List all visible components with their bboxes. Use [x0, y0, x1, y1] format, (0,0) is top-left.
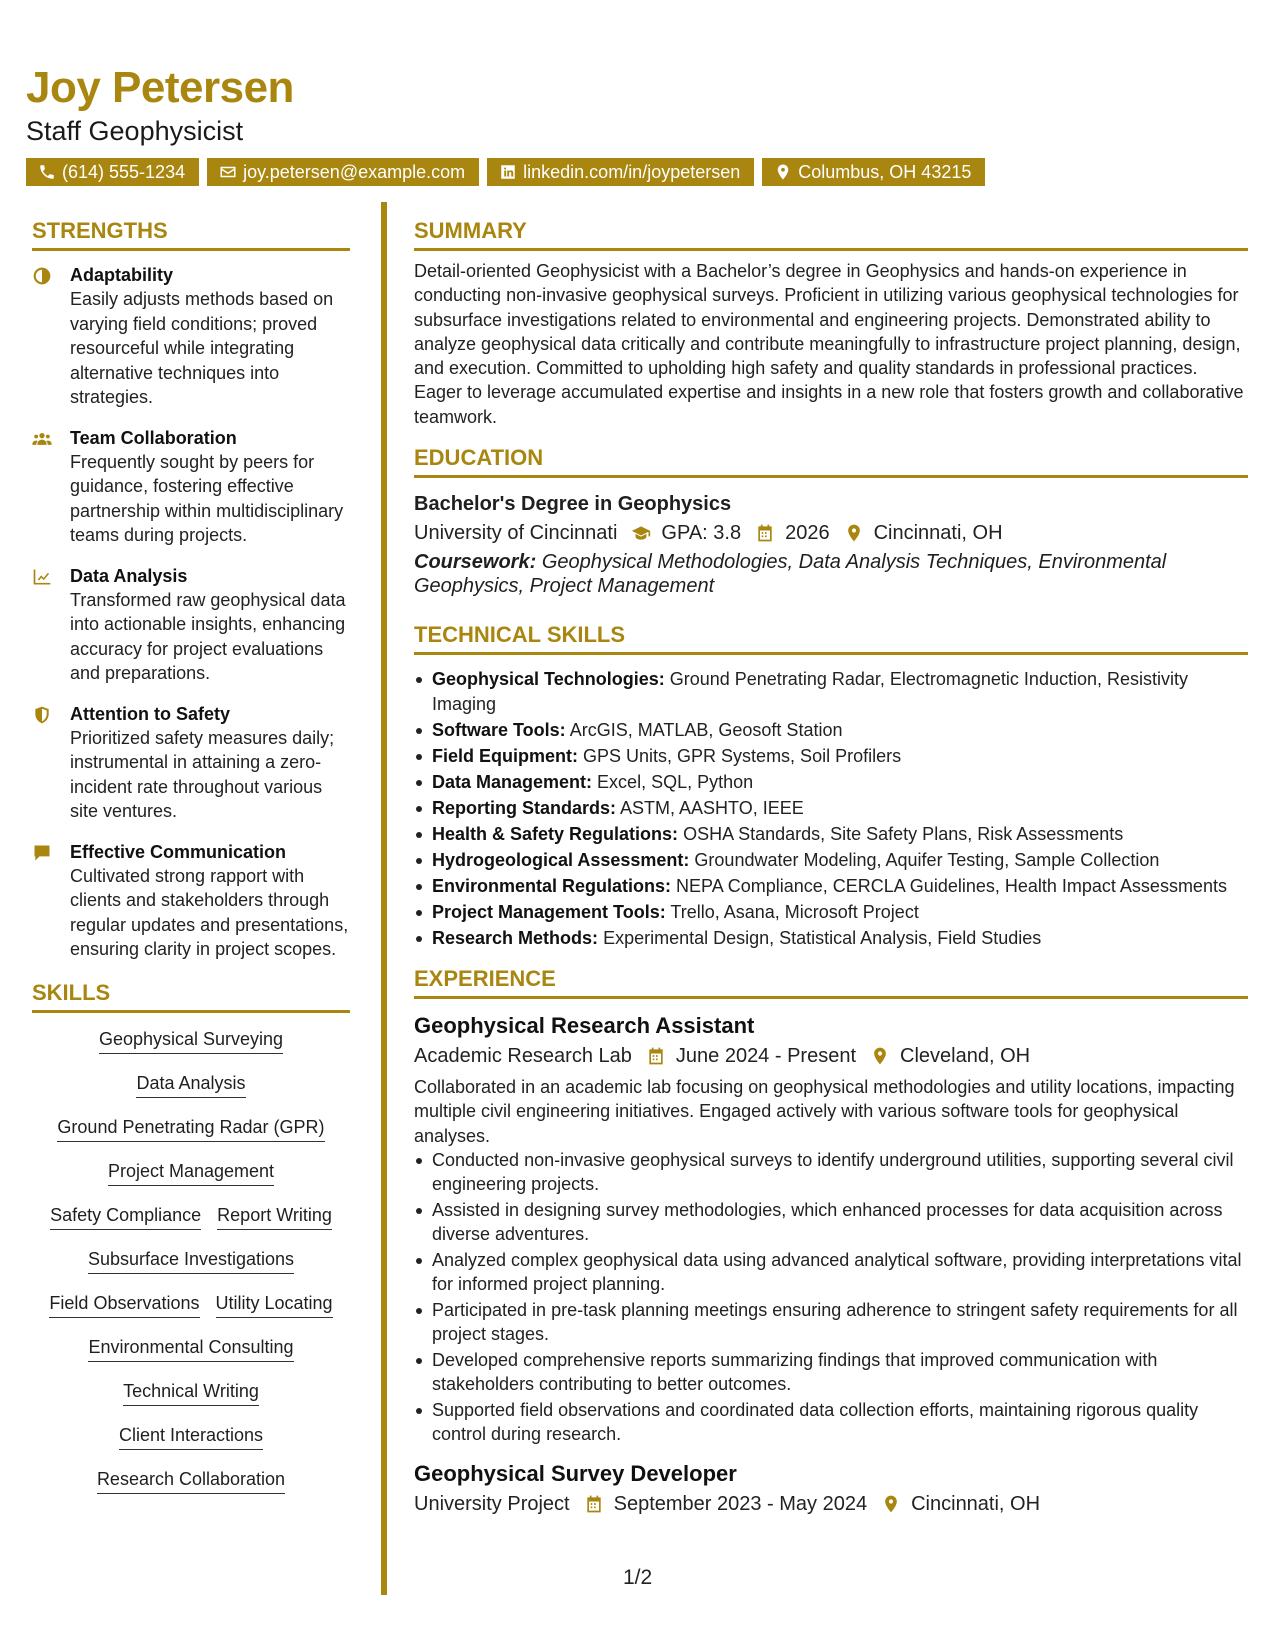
candidate-name: Joy Petersen — [26, 63, 294, 112]
phone-text: (614) 555-1234 — [62, 161, 186, 182]
skills-list — [32, 1025, 350, 1511]
skills-row — [32, 1467, 350, 1511]
skills-row — [32, 1379, 350, 1423]
left-column — [32, 216, 350, 1511]
technical-skill-item — [414, 926, 1248, 951]
degree-name: Bachelor's Degree in Geophysics — [414, 493, 732, 516]
strength-name: Effective Communication — [70, 841, 287, 862]
job-dates: June 2024 - Present — [675, 1045, 857, 1068]
technical-skill-value: ASTM, AASHTO, IEEE — [620, 797, 804, 818]
coursework-label: Coursework: — [414, 551, 537, 574]
email-text: joy.petersen@example.com — [243, 161, 466, 182]
coursework-list: Geophysical Methodologies, Data Analysis Techniques, Environmental Geophysics, Project Management — [414, 551, 1167, 598]
job-bullet: Conducted non-invasive geophysical surveys to identify underground utilities, supporting several civil engineering projects. — [414, 1148, 1248, 1197]
technical-skill-label: Field Equipment: — [432, 745, 578, 766]
users-icon — [32, 429, 52, 449]
strength-desc: Easily adjusts methods based on varying field conditions; proved resourceful while integrating alternative techniques into strategies. — [70, 289, 334, 407]
skill-tag: Utility Locating — [216, 1291, 333, 1318]
job-title: Geophysical Survey Developer — [414, 1460, 737, 1486]
technical-skill-label: Geophysical Technologies: — [432, 669, 665, 690]
skills-row — [32, 1247, 350, 1291]
gpa: GPA: 3.8 — [661, 522, 742, 545]
skill-tag: Ground Penetrating Radar (GPR) — [57, 1115, 324, 1142]
calendar-icon — [646, 1046, 666, 1066]
strengths-heading: STRENGTHS — [32, 216, 350, 251]
linkedin-text: linkedin.com/in/joypetersen — [523, 161, 741, 182]
contact-phone[interactable] — [26, 158, 199, 186]
technical-skills-list — [414, 667, 1248, 950]
phone-icon — [38, 163, 56, 181]
skill-tag: Safety Compliance — [50, 1203, 201, 1230]
skill-tag: Client Interactions — [119, 1423, 263, 1450]
speech-bubble-icon — [32, 843, 52, 863]
strength-desc: Cultivated strong rapport with clients and stakeholders through regular updates and presentations, ensuring clarity in project scopes. — [70, 865, 349, 959]
technical-skill-value: NEPA Compliance, CERCLA Guidelines, Health Impact Assessments — [676, 875, 1227, 896]
technical-skill-item — [414, 900, 1248, 925]
strength-item — [32, 426, 350, 548]
technical-skill-label: Research Methods: — [432, 927, 599, 948]
job-location: Cleveland, OH — [900, 1045, 1031, 1068]
job-org: Academic Research Lab — [414, 1045, 632, 1068]
technical-skill-value: Trello, Asana, Microsoft Project — [670, 901, 919, 922]
skills-row — [32, 1291, 350, 1335]
technical-skill-label: Health & Safety Regulations: — [432, 823, 679, 844]
skills-row — [32, 1071, 350, 1115]
strength-desc: Frequently sought by peers for guidance, fostering effective partnership within multidisciplinary teams during projects. — [70, 451, 344, 545]
school-location: Cincinnati, OH — [873, 522, 1003, 545]
technical-skill-value: Experimental Design, Statistical Analysis, Field Studies — [603, 927, 1042, 948]
job-meta — [414, 1041, 1248, 1071]
envelope-icon — [219, 163, 237, 181]
skill-tag: Technical Writing — [123, 1379, 259, 1406]
strength-name: Team Collaboration — [70, 427, 237, 448]
shield-icon — [32, 705, 52, 725]
technical-skill-label: Data Management: — [432, 771, 593, 792]
linkedin-icon — [499, 163, 517, 181]
technical-skill-item — [414, 667, 1248, 716]
job-bullet: Supported field observations and coordinated data collection efforts, maintaining rigorous quality control during research. — [414, 1398, 1248, 1447]
school-name: University of Cincinnati — [414, 522, 618, 545]
chart-line-icon — [32, 567, 52, 587]
strength-name: Attention to Safety — [70, 703, 230, 724]
strength-item — [32, 840, 350, 962]
skill-tag: Subsurface Investigations — [88, 1247, 294, 1274]
skill-tag: Data Analysis — [136, 1071, 245, 1098]
job-title: Geophysical Research Assistant — [414, 1013, 755, 1039]
job-title-headline: Staff Geophysicist — [26, 116, 244, 146]
technical-skill-item — [414, 718, 1248, 743]
technical-skills-heading: TECHNICAL SKILLS — [414, 620, 1248, 655]
strength-name: Data Analysis — [70, 565, 188, 586]
job-bullet: Developed comprehensive reports summarizing findings that improved communication with stakeholders contributing to better outcomes. — [414, 1348, 1248, 1397]
technical-skill-value: OSHA Standards, Site Safety Plans, Risk Assessments — [683, 823, 1124, 844]
skills-row — [32, 1203, 350, 1247]
contact-location — [762, 158, 985, 186]
strength-desc: Transformed raw geophysical data into actionable insights, enhancing accuracy for project evaluations and preparations. — [70, 589, 346, 683]
technical-skill-label: Hydrogeological Assessment: — [432, 849, 690, 870]
strength-item — [32, 702, 350, 824]
skills-row — [32, 1115, 350, 1159]
job-bullet: Participated in pre-task planning meetings ensuring adherence to stringent safety requirements for all project stages. — [414, 1298, 1248, 1347]
graduation-cap-icon — [631, 523, 651, 543]
column-divider — [381, 202, 387, 1595]
job-bullets — [414, 1148, 1248, 1447]
page-number: 1/2 — [623, 1566, 653, 1589]
skill-tag: Environmental Consulting — [88, 1335, 293, 1362]
summary-text: Detail-oriented Geophysicist with a Bachelor’s degree in Geophysics and hands-on experience in conducting non-invasive geophysical surveys. Proficient in utilizing various geophysical technologies for subsurface investigations related to environmental and engineering projects. Demonstrated ability to analyze geophysical data critically and contribute meaningfully to infrastructure project planning, design, and execution. Committed to upholding high safety and quality standards in professional practices. Eager to leverage accumulated expertise and insights in a new role that fosters growth and collaborative teamwork. — [414, 261, 1244, 427]
skill-tag: Research Collaboration — [97, 1467, 285, 1494]
skill-tag: Report Writing — [217, 1203, 332, 1230]
job-meta — [414, 1489, 1248, 1519]
technical-skill-item — [414, 744, 1248, 769]
contact-email[interactable] — [207, 158, 479, 186]
technical-skill-item — [414, 770, 1248, 795]
job-bullet: Assisted in designing survey methodologies, which enhanced processes for data acquisition across diverse adventures. — [414, 1198, 1248, 1247]
technical-skill-label: Software Tools: — [432, 719, 566, 740]
contact-linkedin[interactable] — [487, 158, 754, 186]
education-meta — [414, 518, 1248, 548]
education-heading: EDUCATION — [414, 443, 1248, 478]
technical-skill-value: Excel, SQL, Python — [597, 771, 754, 792]
strength-item — [32, 564, 350, 686]
technical-skill-value: Ground Penetrating Radar, Electromagnetic Induction, Resistivity Imaging — [432, 669, 1188, 714]
skills-row — [32, 1423, 350, 1467]
technical-skill-value: Groundwater Modeling, Aquifer Testing, Sample Collection — [694, 849, 1160, 870]
technical-skill-value: GPS Units, GPR Systems, Soil Profilers — [583, 745, 902, 766]
job-summary: Collaborated in an academic lab focusing on geophysical methodologies and utility locations, impacting multiple civil engineering initiatives. Engaged actively with various software tools for geophysical analyses. — [414, 1077, 1235, 1146]
right-column — [414, 216, 1248, 1519]
technical-skill-item — [414, 848, 1248, 873]
graduation-year: 2026 — [785, 522, 830, 545]
job-dates: September 2023 - May 2024 — [613, 1492, 868, 1515]
location-text: Columbus, OH 43215 — [798, 161, 972, 182]
map-pin-icon — [870, 1046, 890, 1066]
technical-skill-item — [414, 874, 1248, 899]
contact-bar — [26, 158, 1246, 186]
job-location: Cincinnati, OH — [911, 1492, 1041, 1515]
resume-header — [26, 62, 1246, 186]
map-pin-icon — [844, 523, 864, 543]
technical-skill-item — [414, 822, 1248, 847]
skills-row — [32, 1159, 350, 1203]
coursework — [414, 550, 1248, 598]
skills-heading: SKILLS — [32, 978, 350, 1013]
map-pin-icon — [774, 163, 792, 181]
job-org: University Project — [414, 1492, 570, 1515]
skills-row — [32, 1027, 350, 1071]
technical-skill-label: Project Management Tools: — [432, 901, 666, 922]
half-circle-icon — [32, 266, 52, 286]
skill-tag: Field Observations — [49, 1291, 199, 1318]
strength-item — [32, 263, 350, 410]
strength-name: Adaptability — [70, 265, 174, 285]
technical-skill-label: Environmental Regulations: — [432, 875, 672, 896]
technical-skill-label: Reporting Standards: — [432, 797, 617, 818]
skill-tag: Geophysical Surveying — [99, 1027, 283, 1054]
skill-tag: Project Management — [108, 1159, 274, 1186]
calendar-icon — [755, 523, 775, 543]
technical-skill-value: ArcGIS, MATLAB, Geosoft Station — [569, 719, 843, 740]
summary-heading: SUMMARY — [414, 216, 1248, 251]
strength-desc: Prioritized safety measures daily; instrumental in attaining a zero-incident rate throughout various site ventures. — [70, 727, 335, 821]
job-bullet: Analyzed complex geophysical data using advanced analytical software, providing interpretations vital for informed project planning. — [414, 1248, 1248, 1297]
experience-heading: EXPERIENCE — [414, 964, 1248, 999]
calendar-icon — [584, 1494, 604, 1514]
map-pin-icon — [881, 1494, 901, 1514]
skills-row — [32, 1335, 350, 1379]
technical-skill-item — [414, 796, 1248, 821]
